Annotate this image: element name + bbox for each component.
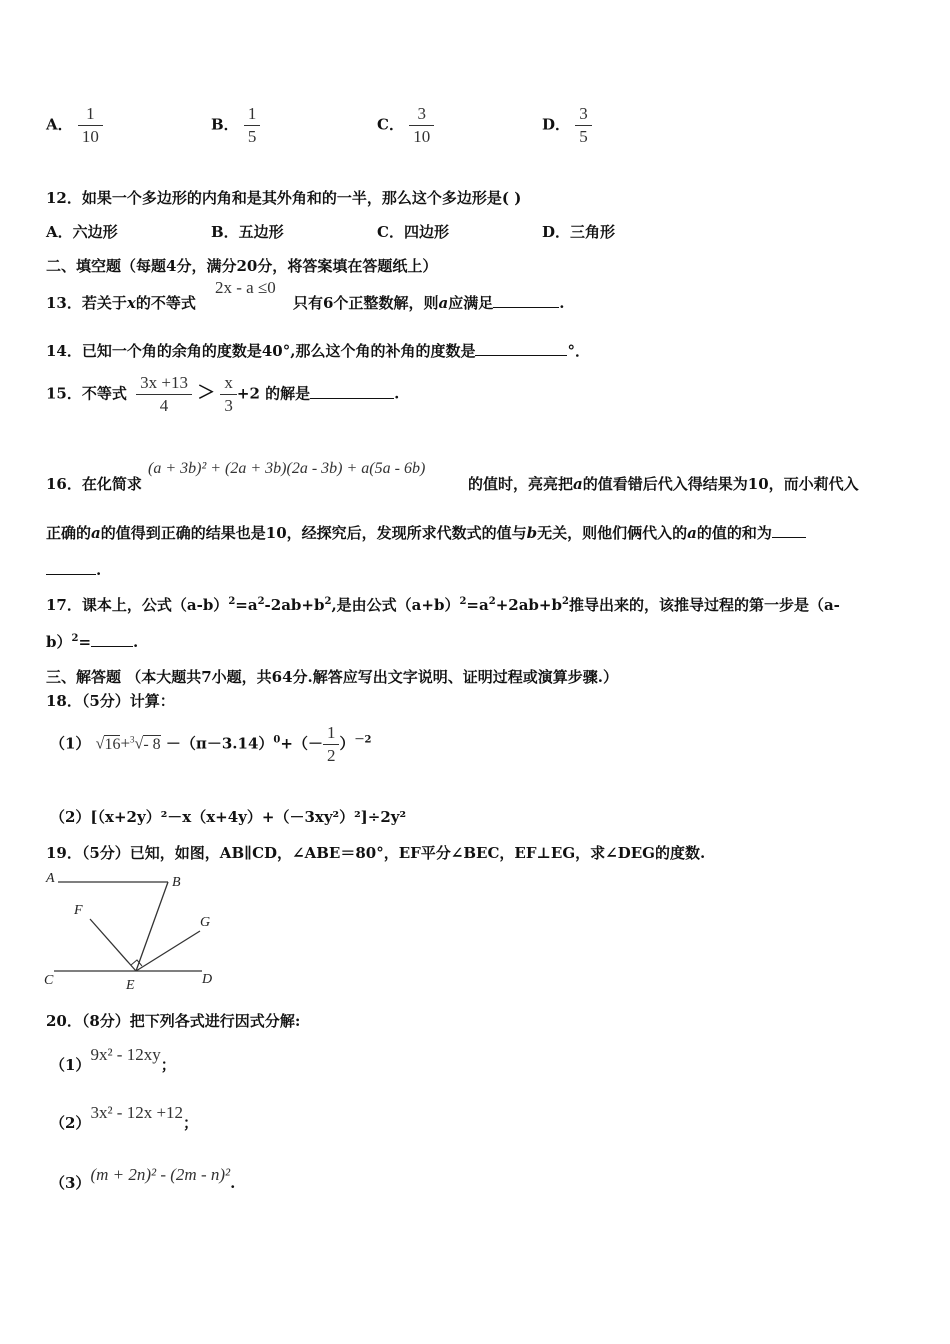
q15-left-fraction: $\frac{3x +13}{4}$ bbox=[136, 372, 192, 417]
q16-line1: 的值时，亮亮把a的值看错后代入得结果为10，而小莉代入 bbox=[468, 475, 859, 493]
line-ef bbox=[90, 919, 136, 971]
q11-option-c-fraction: $\frac{3}{10}$ bbox=[409, 103, 434, 148]
q18-fraction: $\frac{1}{2}$ bbox=[323, 722, 340, 767]
q19-stem: 19．（5分）已知，如图，AB∥CD，∠ABE＝80°，EF平分∠BEC，EF⊥EG，求∠DEG的度数. bbox=[46, 844, 706, 862]
q11-option-b-fraction: $\frac{1}{5}$ bbox=[244, 103, 261, 148]
q18-stem: 18．（5分）计算： bbox=[46, 692, 175, 710]
q11-option-d: D． $\frac{3}{5}$ bbox=[542, 103, 592, 148]
q17-line2: b）$^2$= . bbox=[46, 633, 139, 651]
q18-part1: （1） √16+$^3$√- $8 -(\pi-3.14)^0+(-$ $\frac{1}{2}$ ）$^{-2}$ bbox=[50, 723, 372, 765]
q12-option-c: C．四边形 bbox=[377, 223, 449, 241]
section-2-heading: 二、填空题（每题4分，满分20分，将答案填在答题纸上） bbox=[46, 257, 438, 275]
q20-part1: （1）9x² - 12xy； bbox=[50, 1045, 176, 1074]
q13-tail: 只有6个正整数解，则a应满足 . bbox=[293, 294, 565, 312]
label-b: B bbox=[172, 875, 181, 890]
label-f: F bbox=[74, 903, 83, 918]
q15-right-fraction: $\frac{x}{3}$ bbox=[220, 372, 237, 417]
q20-stem: 20．（8分）把下列各式进行因式分解: bbox=[46, 1012, 301, 1030]
q11-option-d-fraction: $\frac{3}{5}$ bbox=[575, 103, 592, 148]
q18-sqrt: √16 bbox=[95, 735, 121, 753]
line-eg bbox=[136, 931, 200, 971]
q15: 15．不等式 $\frac{3x +13}{4}$ ＞ $\frac{x}{3}$ +2 的解是 . bbox=[46, 373, 400, 415]
q13-inequality: 2x - a ≤0 bbox=[215, 278, 276, 297]
q16-pre: 16．在化简求 bbox=[46, 475, 142, 493]
q11-option-a-fraction: $\frac{1}{10}$ bbox=[78, 103, 103, 148]
line-eb bbox=[136, 882, 168, 971]
q19-figure bbox=[40, 866, 230, 994]
section-3-heading: 三、解答题 （本大题共7小题，共64分.解答应写出文字说明、证明过程或演算步骤.） bbox=[46, 668, 618, 686]
right-angle-mark bbox=[131, 960, 142, 966]
q13-answer-blank[interactable] bbox=[493, 293, 559, 308]
label-d: D bbox=[202, 972, 213, 987]
q20-part3: （3）(m + 2n)² - (2m - n)². bbox=[50, 1165, 236, 1192]
q16-line2: 正确的a的值得到正确的结果也是10，经探究后，发现所求代数式的值与b无关，则他们俩代入的a的值的和为 bbox=[46, 522, 806, 543]
q12-stem: 12．如果一个多边形的内角和是其外角和的一半，那么这个多边形是( ) bbox=[46, 189, 522, 207]
q17-line1: 17．课本上，公式$(a-b)^2=a^2-2ab+b^2$,是由公式$(a+b)^2=a^2+2ab+b^2$推导出来的，该推导过程的第一步是（a- bbox=[46, 596, 840, 614]
q14: 14．已知一个角的余角的度数是40°,那么这个角的补角的度数是 °． bbox=[46, 342, 590, 360]
q20-part2: （2）3x² - 12x +12； bbox=[50, 1103, 199, 1132]
q12-option-a: A．六边形 bbox=[46, 223, 118, 241]
label-a: A bbox=[46, 871, 55, 886]
q18-cube-root: √- 8 bbox=[134, 735, 161, 753]
label-c: C bbox=[44, 973, 54, 988]
q18-part2: （2）[（x+2y）²－x（x+4y）+（－3xy²）²]÷2y² bbox=[50, 808, 407, 826]
q14-answer-blank[interactable] bbox=[475, 341, 567, 356]
q15-answer-blank[interactable] bbox=[310, 384, 394, 399]
q17-answer-blank[interactable] bbox=[91, 632, 133, 647]
label-e: E bbox=[126, 978, 135, 993]
q16-line3: . bbox=[46, 560, 101, 579]
q11-option-b: B． $\frac{1}{5}$ bbox=[211, 103, 260, 148]
q11-option-c: C． $\frac{3}{10}$ bbox=[377, 103, 434, 148]
label-g: G bbox=[200, 915, 211, 930]
q16-answer-blank-part1[interactable] bbox=[772, 523, 806, 538]
q13: 13．若关于x的不等式 bbox=[46, 294, 196, 312]
q12-option-b: B．五边形 bbox=[211, 223, 284, 241]
q11-option-a: A． $\frac{1}{10}$ bbox=[46, 103, 103, 148]
q16-expression: (a + 3b)² + (2a + 3b)(2a - 3b) + a(5a - 6b) bbox=[148, 460, 426, 477]
q12-option-d: D．三角形 bbox=[542, 223, 616, 241]
q16-answer-blank-part2[interactable] bbox=[46, 560, 96, 575]
